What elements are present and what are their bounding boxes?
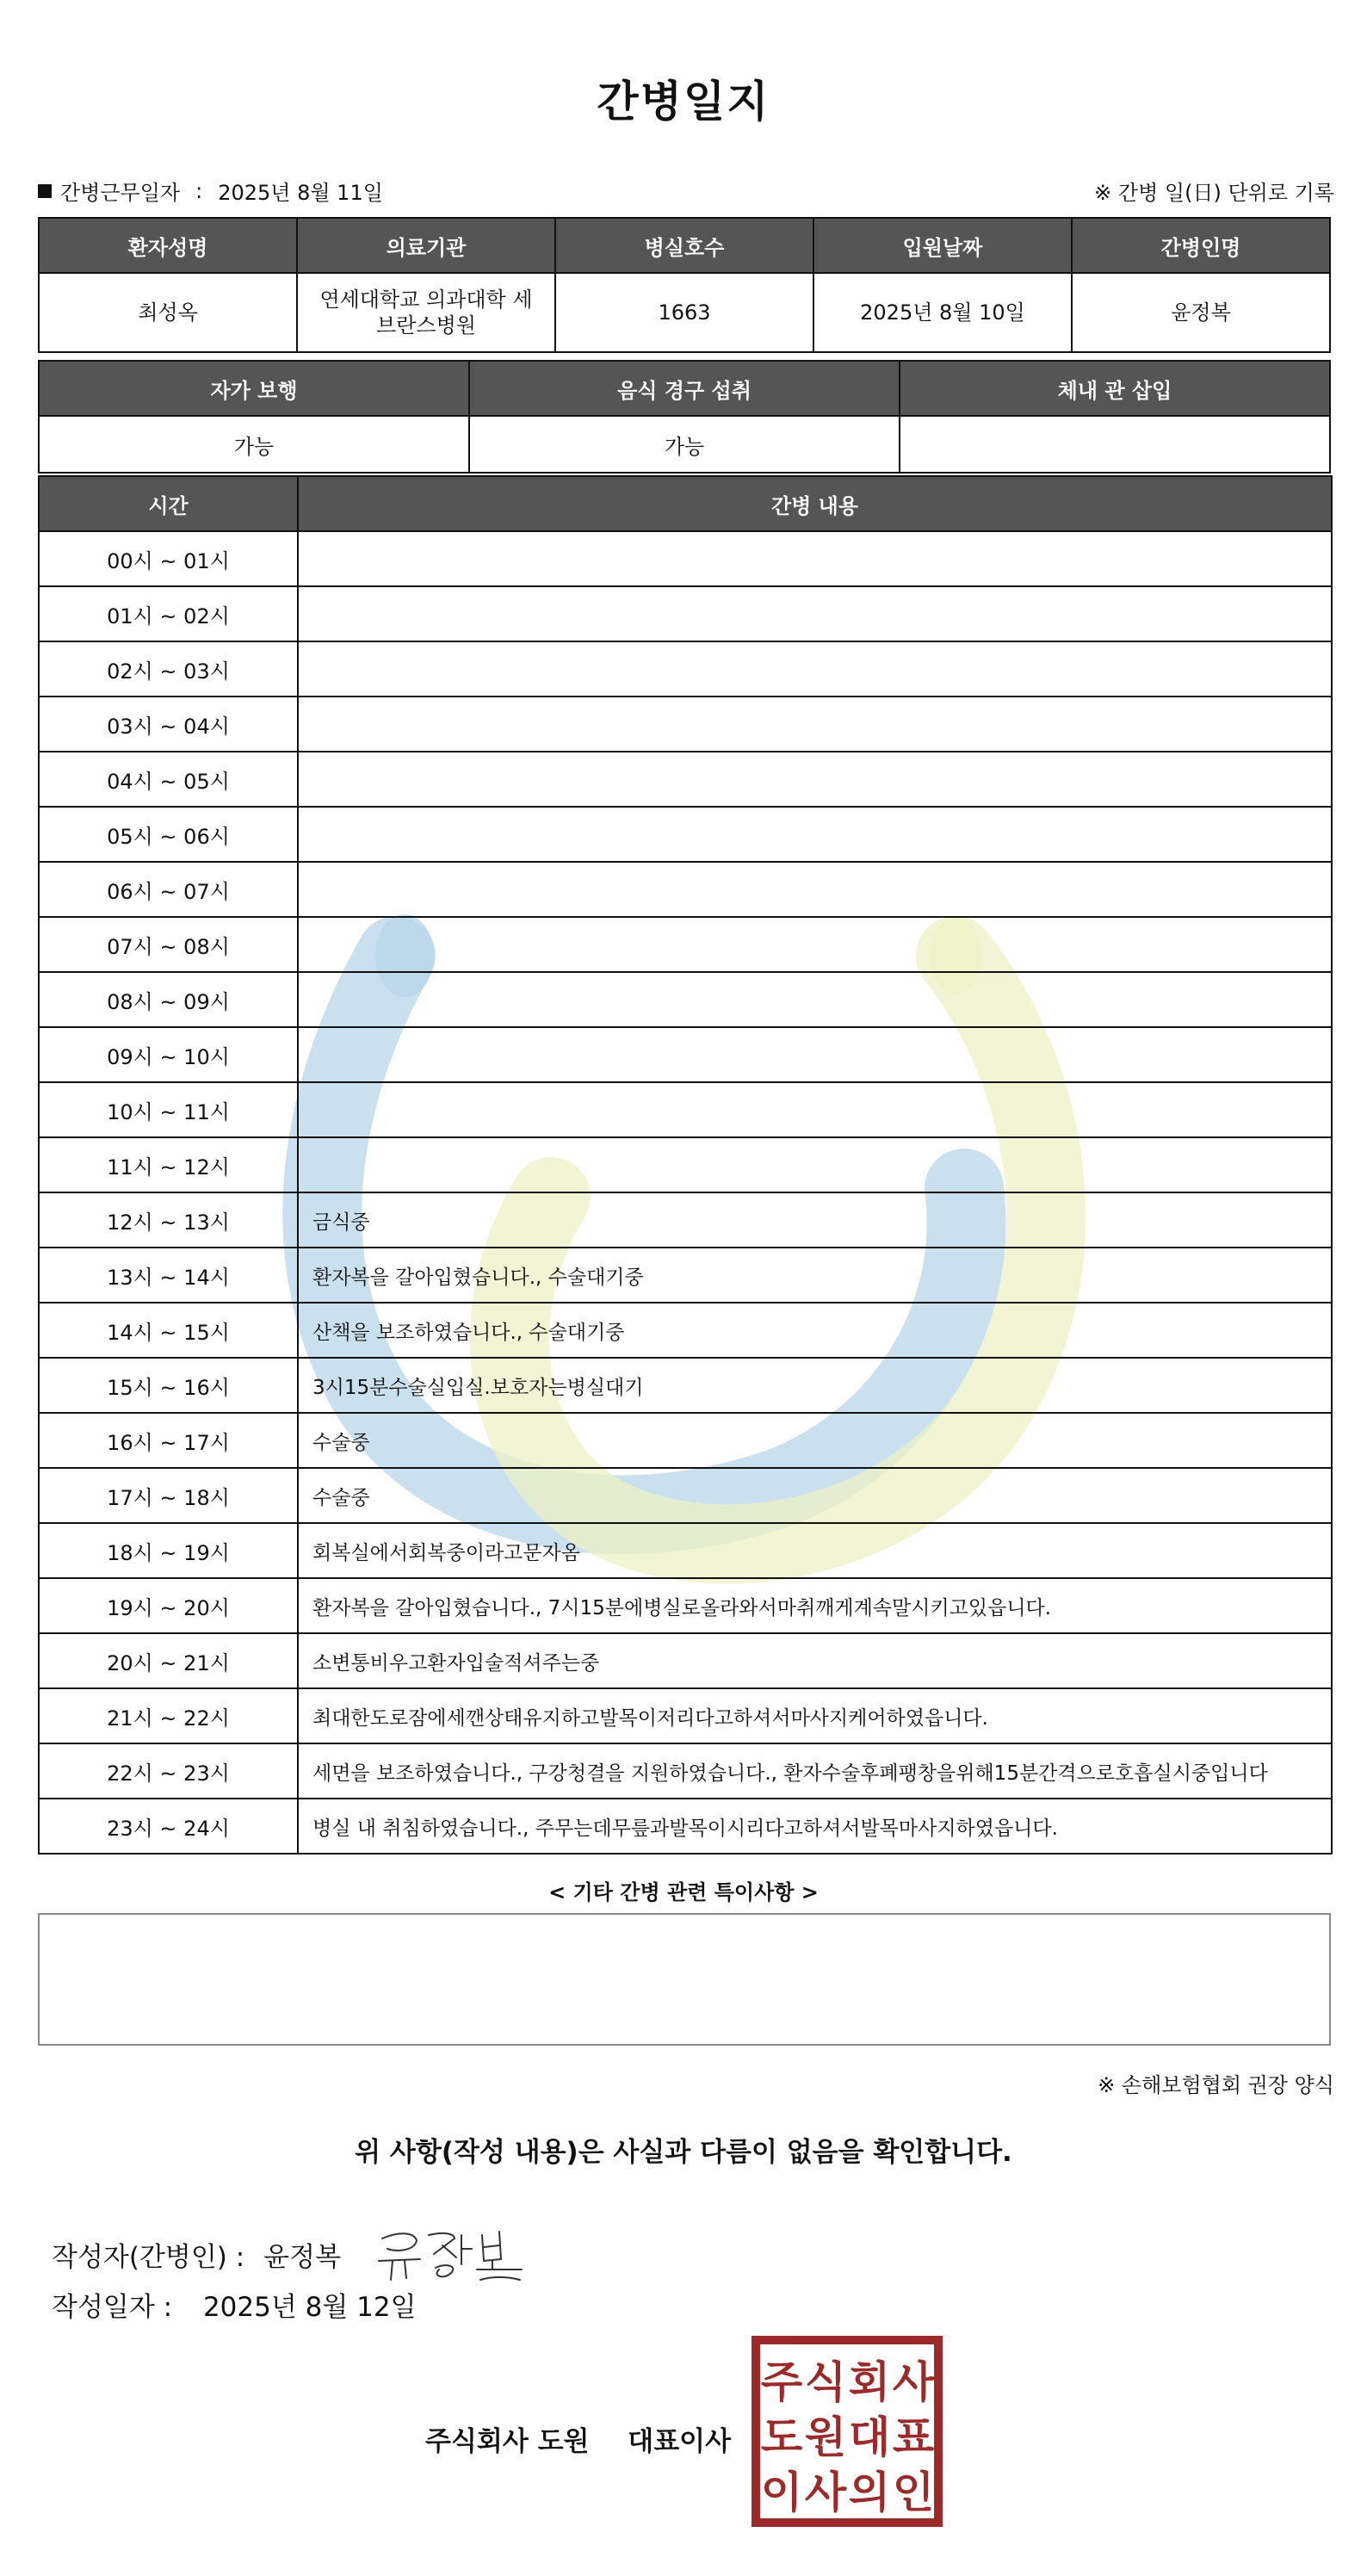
table-row [39, 1688, 1332, 1743]
company-line [425, 2419, 731, 2458]
care-log-body [39, 531, 1332, 1854]
log-content-cell: 환자복을 갈아입혔습니다., 수술대기중 [298, 1248, 1332, 1303]
seal-character: 주 [760, 2357, 803, 2407]
header-patient-name: 환자성명 [39, 218, 297, 273]
log-time-cell: 02시 ~ 03시 [39, 641, 298, 697]
format-note: ※ 손해보험협회 권장 양식 [1098, 2073, 1334, 2097]
log-content-cell [298, 641, 1332, 697]
log-time-cell: 05시 ~ 06시 [39, 807, 298, 862]
table-row [39, 972, 1332, 1027]
table-row [39, 752, 1332, 807]
table-row [39, 862, 1332, 917]
log-time-cell: 06시 ~ 07시 [39, 862, 298, 917]
log-time-cell: 09시 ~ 10시 [39, 1027, 298, 1082]
log-content-cell: 3시15분수술실입실.보호자는병실대기 [298, 1358, 1332, 1413]
table-row [39, 1743, 1332, 1799]
work-date [38, 176, 383, 206]
log-content-cell: 병실 내 취침하였습니다., 주무는데무릎과발목이시리다고하셔서발목마사지하였읍니다. [298, 1799, 1332, 1854]
company-seal [751, 2335, 943, 2528]
log-content-cell [298, 586, 1332, 641]
log-time-cell: 07시 ~ 08시 [39, 917, 298, 972]
log-content-cell: 소변통비우고환자입술적셔주는중 [298, 1633, 1332, 1688]
remarks-title: < 기타 간병 관련 특이사항 > [548, 1880, 819, 1904]
seal-character: 원 [804, 2412, 847, 2462]
work-date-value: 2025년 8월 11일 [218, 181, 383, 205]
table-row [39, 697, 1332, 752]
header-hospital: 의료기관 [297, 218, 555, 273]
written-date-label: 작성일자 : [52, 2292, 173, 2323]
patient-status-table [38, 360, 1331, 474]
header-care-content: 간병 내용 [298, 476, 1332, 531]
log-content-cell [298, 531, 1332, 586]
written-date-row [52, 2285, 417, 2324]
log-content-cell: 환자복을 갈아입혔습니다., 7시15분에병실로올라와서마취깨게계속말시키고있읍니다. [298, 1578, 1332, 1633]
confirmation-statement: 위 사항(작성 내용)은 사실과 다름이 없음을 확인합니다. [355, 2137, 1012, 2168]
log-content-cell: 수술중 [298, 1413, 1332, 1468]
table-row [39, 1248, 1332, 1303]
seal-character: 사 [804, 2468, 847, 2517]
log-content-cell [298, 1027, 1332, 1082]
header-admission-date: 입원날짜 [813, 218, 1072, 273]
seal-character: 대 [848, 2412, 891, 2462]
handwritten-signature [372, 2220, 527, 2288]
log-content-cell [298, 1137, 1332, 1192]
header-caregiver-name: 간병인명 [1072, 218, 1330, 273]
log-content-cell [298, 972, 1332, 1027]
log-time-cell: 14시 ~ 15시 [39, 1303, 298, 1358]
log-time-cell: 13시 ~ 14시 [39, 1248, 298, 1303]
document-title: 간병일지 [597, 77, 770, 127]
header-time: 시간 [39, 476, 298, 531]
log-content-cell [298, 752, 1332, 807]
header-oral-intake: 음식 경구 섭취 [469, 361, 900, 416]
table-row [39, 807, 1332, 862]
log-content-cell: 최대한도로잠에세깬상태유지하고발목이저리다고하셔서마사지케어하였읍니다. [298, 1688, 1332, 1743]
header-self-walking: 자가 보행 [39, 361, 469, 416]
table-row [39, 1799, 1332, 1854]
table-row [39, 1523, 1332, 1578]
log-time-cell: 18시 ~ 19시 [39, 1523, 298, 1578]
table-row [39, 917, 1332, 972]
log-time-cell: 03시 ~ 04시 [39, 697, 298, 752]
header-room-number: 병실호수 [555, 218, 813, 273]
log-content-cell: 산책을 보조하였습니다., 수술대기중 [298, 1303, 1332, 1358]
author-name: 윤정복 [263, 2241, 342, 2273]
caregiver-name: 윤정복 [1072, 273, 1330, 352]
unit-note: ※ 간병 일(日) 단위로 기록 [1094, 181, 1334, 205]
table-row [39, 1192, 1332, 1248]
table-row [39, 641, 1332, 697]
log-time-cell: 22시 ~ 23시 [39, 1743, 298, 1799]
log-content-cell: 금식중 [298, 1192, 1332, 1248]
admission-date: 2025년 8월 10일 [813, 273, 1072, 352]
log-content-cell [298, 1082, 1332, 1137]
log-time-cell: 00시 ~ 01시 [39, 531, 298, 586]
care-log-table [38, 475, 1333, 1855]
hospital-name [297, 273, 555, 352]
log-content-cell [298, 917, 1332, 972]
table-row [39, 586, 1332, 641]
log-time-cell: 12시 ~ 13시 [39, 1192, 298, 1248]
patient-name: 최성옥 [39, 273, 297, 352]
log-content-cell: 세면을 보조하였습니다., 구강청결을 지원하였습니다., 환자수술후폐팽창을위해15분간격으로호흡실시중입니다 [298, 1743, 1332, 1799]
company-name: 주식회사 도원 [425, 2426, 590, 2457]
table-row [39, 1303, 1332, 1358]
seal-character: 식 [804, 2357, 847, 2407]
table-row [39, 1358, 1332, 1413]
log-content-cell [298, 697, 1332, 752]
log-time-cell: 19시 ~ 20시 [39, 1578, 298, 1633]
seal-character: 인 [892, 2468, 935, 2517]
seal-character: 회 [848, 2357, 891, 2407]
table-row [39, 1413, 1332, 1468]
table-row [39, 1578, 1332, 1633]
log-content-cell [298, 862, 1332, 917]
log-time-cell: 10시 ~ 11시 [39, 1082, 298, 1137]
header-tube-insertion: 체내 관 삽입 [900, 361, 1330, 416]
table-row [39, 1633, 1332, 1688]
seal-character: 이 [760, 2468, 803, 2517]
company-role: 대표이사 [628, 2426, 732, 2457]
tube-insertion-value [900, 416, 1330, 473]
remarks-box [38, 1913, 1331, 2046]
log-time-cell: 11시 ~ 12시 [39, 1137, 298, 1192]
table-row [39, 1468, 1332, 1523]
table-row [39, 1137, 1332, 1192]
log-content-cell: 회복실에서회복중이라고문자옴 [298, 1523, 1332, 1578]
seal-character: 도 [760, 2412, 803, 2462]
log-time-cell: 21시 ~ 22시 [39, 1688, 298, 1743]
table-row [39, 1082, 1332, 1137]
author-label: 작성자(간병인) : [52, 2241, 245, 2273]
log-content-cell [298, 807, 1332, 862]
log-time-cell: 23시 ~ 24시 [39, 1799, 298, 1854]
log-time-cell: 08시 ~ 09시 [39, 972, 298, 1027]
oral-intake-value: 가능 [469, 416, 900, 473]
table-row [39, 1027, 1332, 1082]
log-time-cell: 17시 ~ 18시 [39, 1468, 298, 1523]
table-row [39, 531, 1332, 586]
written-date-value: 2025년 8월 12일 [202, 2292, 417, 2323]
patient-info-table [38, 217, 1331, 353]
log-time-cell: 16시 ~ 17시 [39, 1413, 298, 1468]
bullet-square-icon [38, 184, 52, 198]
self-walking-value: 가능 [39, 416, 469, 473]
log-time-cell: 20시 ~ 21시 [39, 1633, 298, 1688]
log-time-cell: 01시 ~ 02시 [39, 586, 298, 641]
work-date-label: 간병근무일자 [60, 181, 181, 205]
hospital-name-text: 연세대학교 의과대학 세브란스병원 [319, 288, 533, 337]
log-time-cell: 04시 ~ 05시 [39, 752, 298, 807]
seal-character: 의 [848, 2468, 891, 2517]
work-date-separator: : [195, 178, 203, 203]
log-content-cell: 수술중 [298, 1468, 1332, 1523]
seal-character: 표 [892, 2412, 935, 2462]
seal-character: 사 [892, 2357, 935, 2407]
log-time-cell: 15시 ~ 16시 [39, 1358, 298, 1413]
author-row [52, 2220, 527, 2288]
room-number: 1663 [555, 273, 813, 352]
